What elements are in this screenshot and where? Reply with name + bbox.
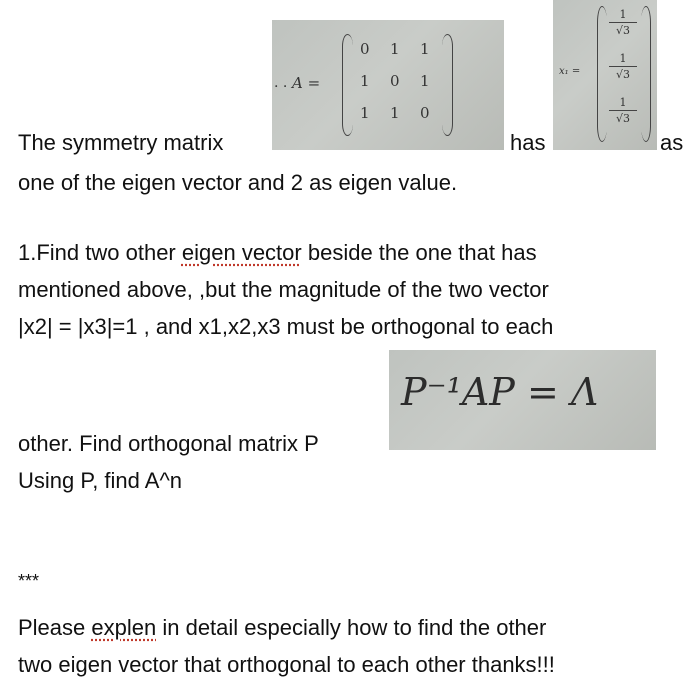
- matrix-cell: 0: [420, 104, 430, 122]
- matrix-right-bracket: [442, 34, 453, 136]
- equation-image: [389, 350, 656, 450]
- vector-x1-image: [553, 0, 657, 150]
- vector-entry-2: 1 √3: [609, 52, 637, 81]
- vector-label: x₁ =: [559, 66, 581, 77]
- matrix-cell: 1: [420, 72, 430, 90]
- closing-line-2: two eigen vector that orthogonal to each other thanks!!!: [18, 652, 555, 677]
- question-line-1: 1.Find two other eigen vector beside the one that has: [18, 240, 537, 265]
- matrix-a-image: [272, 20, 504, 150]
- matrix-cell: 0: [390, 72, 400, 90]
- vector-left-bracket: [597, 6, 607, 142]
- question-line-4: other. Find orthogonal matrix P: [18, 431, 319, 456]
- question-line-2: mentioned above, ,but the magnitude of the two vector: [18, 277, 549, 302]
- closing-line-1: Please explen in detail especially how to find the other: [18, 615, 547, 640]
- separator-text: ***: [18, 571, 40, 591]
- problem-has-text: has: [510, 130, 546, 155]
- equation-text: P⁻¹AP = Λ: [401, 370, 599, 414]
- spellcheck-word: explen: [91, 615, 157, 640]
- problem-intro-text: The symmetry matrix: [18, 130, 224, 155]
- question-line-5: Using P, find A^n: [18, 468, 183, 493]
- spellcheck-word: eigen vector: [181, 240, 302, 265]
- vector-right-bracket: [641, 6, 651, 142]
- matrix-cell: 1: [360, 72, 370, 90]
- matrix-cell: 1: [390, 40, 400, 58]
- matrix-cell: 1: [390, 104, 400, 122]
- vector-entry-3: 1 √3: [609, 96, 637, 125]
- matrix-cell: 0: [360, 40, 370, 58]
- question-line-3: |x2| = |x3|=1 , and x1,x2,x3 must be orthogonal to each: [18, 314, 554, 339]
- problem-line-2: one of the eigen vector and 2 as eigen value.: [18, 170, 458, 195]
- vector-entry-1: 1 √3: [609, 8, 637, 37]
- matrix-label: A =: [292, 74, 321, 92]
- matrix-cell: 1: [420, 40, 430, 58]
- problem-as-text: as: [660, 130, 684, 155]
- matrix-dots: . .: [274, 75, 288, 91]
- matrix-cell: 1: [360, 104, 370, 122]
- matrix-left-bracket: [342, 34, 353, 136]
